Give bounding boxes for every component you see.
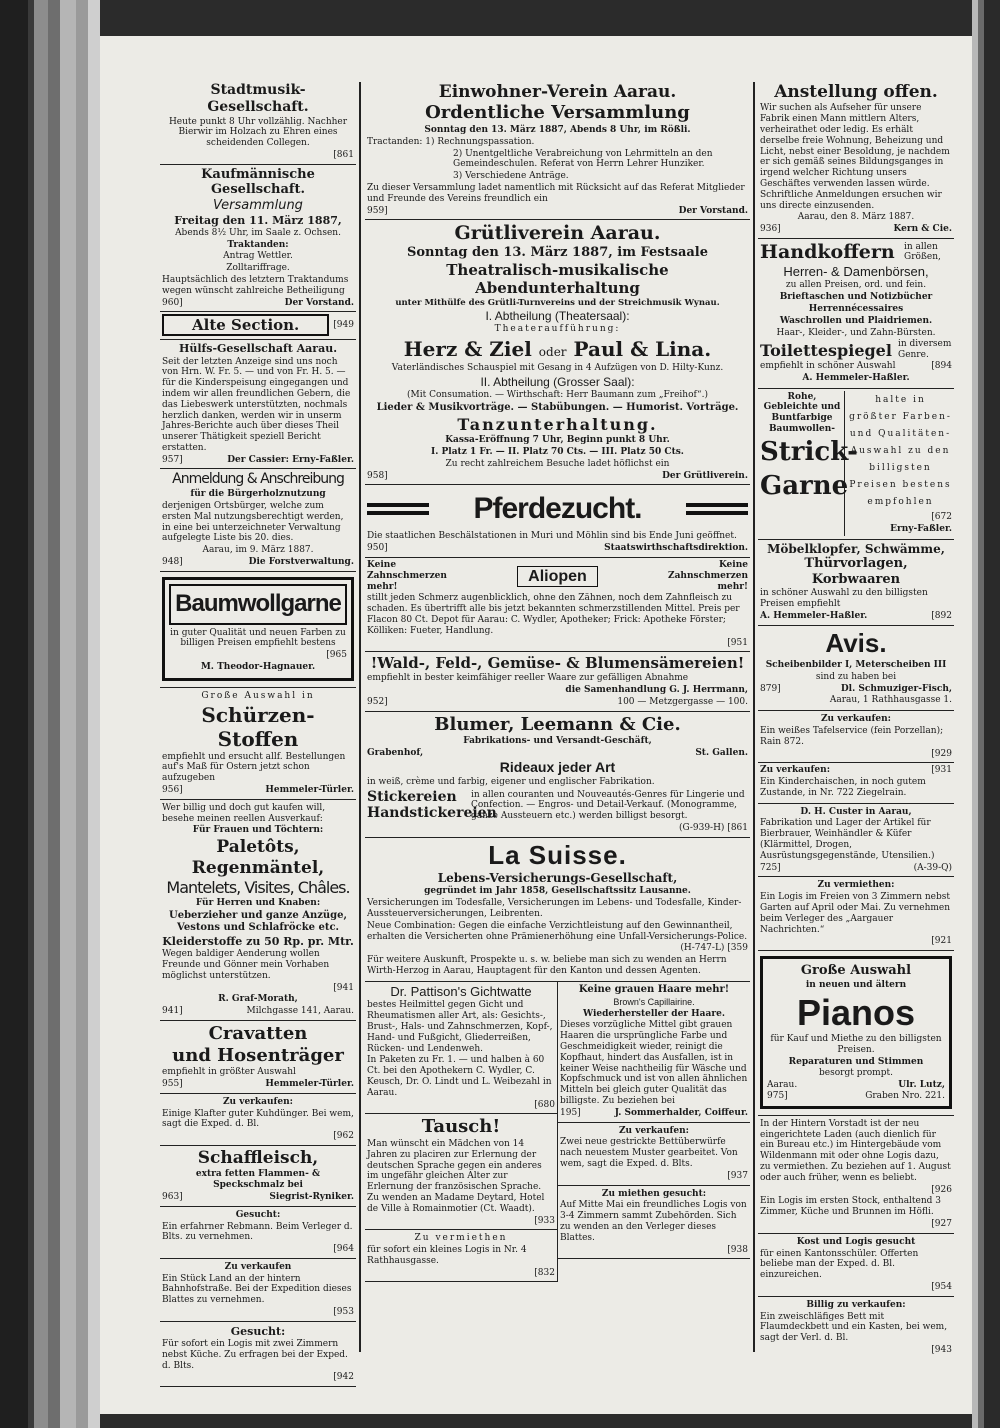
middle-sub-left [365,982,558,1283]
ad-number: [933 [534,1215,555,1226]
column-rule [359,82,361,1352]
ad-signature: A. Hemmeler-Haßler. [802,372,910,383]
scanner-edge-left [0,0,100,1428]
ad-text: sind zu haben bei [815,671,897,682]
ad-heading: Für Frauen und Töchtern: [192,825,324,836]
ad-title: Paletôts, Regenmäntel, [191,837,325,878]
ad-location: Grabenhof, [367,748,424,759]
ad-strickgarne [758,389,954,540]
column-right [758,80,954,1359]
ad-verkaufen-kuhduenger [160,1094,356,1146]
ad-text: Zu dieser Versammlung ladet namentlich mit Rücksicht auf das Referat Mitglieder und Freunde des Vereins freundlich ein [367,182,745,204]
ad-title: Alte Section. [162,314,329,336]
ad-text: empfiehlt in größter Auswahl [162,1067,296,1078]
middle-sub-right [558,982,750,1283]
ad-text: Kassa-Eröffnung 7 Uhr, Beginn punkt 8 Uhr. [445,435,670,446]
ad-number: [937 [727,1170,748,1181]
ad-number: (H-747-L) [359 [680,943,748,954]
ad-text: Fabrikation und Lager der Artikel für Bierbrauer, Weinhändler & Küfer (Klärmittel, Drogen, Ausrüstungsgegenstände, Utensilien.) [760,818,935,861]
ad-title: Pianos [796,991,916,1033]
ad-text: für einen Kantonsschüler. Offerten beliebe man der Exped. d. Bl. einzureichen. [760,1248,919,1281]
ad-label: Traktanden: [227,239,289,250]
ad-laden [758,1116,954,1234]
ad-number: 957] [162,454,183,465]
ad-title: Pferdezucht. [473,492,642,526]
ad-subtitle: Scheibenbilder I, Meterscheiben III [765,659,947,670]
ad-text: Heute punkt 8 Uhr vollzählig. Nachher Bierwir im Holzach zu Ehren eines scheidenden Collegen. [168,116,348,149]
ad-signature: Dl. Schmuziger-Fisch, [840,683,952,694]
ad-title: Gesucht: [235,1209,281,1220]
ad-text: Für weitere Auskunft, Prospekte u. s. w. beliebe man sich zu wenden an Herrn Wirth-Herzog in Aarau, Hauptagent für den Kanton und dessen Agenten. [367,955,727,976]
ad-location: Aarau. [767,1080,798,1091]
ad-title: Einwohner-Verein Aarau. [438,82,677,102]
ad-number: [938 [727,1244,748,1255]
ad-title: Möbelklopfer, Schwämme, [767,541,945,556]
ad-side-text: Keine Zahnschmerzen mehr! [367,560,447,592]
ad-side-text: Keine Zahnschmerzen mehr! [668,560,748,592]
ad-text: in guter Qualität und neuen Farben zu billigen Preisen empfiehlt bestens [170,627,346,649]
ad-text: in allen couranten und Nouveautés-Genres für Lingerie und Confection. — Engros- und Detail-Verkauf. (Monogramme, ganze Aussteuern etc.) werden billigst besorgt. [471,789,745,822]
ad-number: 958] [367,470,388,481]
ad-title: Cravatten [208,1022,308,1044]
ad-signature: Ulr. Lutz, [898,1080,945,1091]
ad-text: Die staatlichen Beschälstationen in Muri und Möhlin sind bis Ende Juni geöffnet. [367,531,737,542]
ad-title: Blumer, Leemann & Cie. [434,713,681,735]
ad-signature: A. Hemmeler-Haßler. [760,610,868,621]
scanner-edge-right [972,0,1000,1428]
ad-title: Korbwaaren [811,571,901,587]
ad-moebelklopfer [758,540,954,626]
ad-text: Ein Stück Land an der hintern Bahnhofstraße. Bei der Expedition dieses Blattes zu vernehmen. [162,1273,352,1306]
ad-alte-section [160,312,356,340]
ad-schaffleisch [160,1146,356,1207]
ad-number: [949 [333,319,354,330]
ad-item: Zolltariffrage. [226,263,290,274]
ad-signature: Hemmeler-Türler. [265,1078,354,1089]
ad-gruetliverein [365,220,750,485]
ad-signature: Die Forstverwaltung. [248,557,354,568]
ad-number: 959] [367,205,388,216]
ad-subtitle: in neuen und ältern [805,979,907,990]
ad-item: Brieftaschen und Notizbücher [779,292,933,303]
ad-number: 936] [760,224,781,235]
ad-text: Lieder & Musikvorträge. — Stabübungen. — Humorist. Vorträge. [376,402,739,414]
ad-text: empfiehlt in schöner Auswahl [760,360,896,371]
ad-title: Baumwollgarne [169,584,347,625]
ad-number: [680 [534,1099,555,1110]
ad-number: [892 [931,610,952,621]
ad-signature: Der Vorstand. [678,205,748,216]
ad-text: Wer billig und doch gut kaufen will, besehe meinen reellen Ausverkauf: [162,802,326,824]
ad-heading: Tanzunterhaltung. [457,415,658,435]
ad-title: Zu vermiethen: [817,880,895,891]
ad-side-text: in allen Größen, [904,241,941,263]
ad-stadtmusik [160,80,356,165]
ad-text: Seit der letzten Anzeige sind uns noch von Hrn. W. Fr. 5. — und von Fr. H. 5. — für die Kinderspeisung eingegangen und indem wir allen freundlichen Gebern, die das Liebeswerk unterstützten, nochmals herzlich danken, werden wir in unserm Jahres-Berichte auch über dieses Theil unserer Thätigkeit speziell Bericht erstatten. [162,356,351,453]
ad-text: Man wünscht ein Mädchen von 14 Jahren zu placiren zur Erlernung der deutschen Sprache gegen ein anderes im ungefähr gleichen Alter zur Erlernung der französischen Sprache. Zu wenden an Madame Deytard, Hotel de Ville à Romainmotier (Ct. Waadt). [367,1138,545,1214]
ad-number: [954 [931,1281,952,1292]
ad-text: stillt jeden Schmerz augenblicklich, ohne den Zähnen, noch dem Zahnfleisch zu schaden. Es übertrifft alle bis jetzt bekannten schmerzstillenden Mittel. Preis per Flacon 80 Ct. Depot für Aarau: C. Wydler, Apotheker; Frick: Apotheke Förster; Kölliken: Fueter, Handlung. [367,593,740,636]
ad-pretitle: Große Auswahl in [201,690,315,701]
ad-text: gegründet im Jahr 1858, Gesellschaftssitz Lausanne. [424,886,691,897]
ad-subtitle: Wiederhersteller der Haare. [583,1008,725,1019]
ad-text: Ein weißes Tafelservice (fein Porzellan); Rain 872. [760,725,944,747]
ad-number: [926 [931,1184,952,1195]
ad-item: 2) Unentgeltliche Verabreichung von Lehrmitteln an den Gemeindeschulen. Referat von Herrn Lehrer Hunziker. [453,148,713,170]
ad-subtitle: Theatralisch-musikalische Abendunterhaltung [446,260,669,297]
ad-text: Hauptsächlich des letztern Traktandums wegen wünscht zahlreiche Betheiligung [162,274,349,296]
ad-subtitle: für die Bürgerholznutzung [190,489,326,500]
ad-text: In Paketen zu Fr. 1. — und halben à 60 Ct. bei den Apothekern C. Wydler, C. Keusch, Dr. O. Lindt und L. Weibezahl in Aarau. [367,1055,552,1098]
ad-title: Zu miethen gesucht: [601,1188,707,1199]
ad-item: 3) Verschiedene Anträge. [453,171,569,182]
ad-saemereien [365,652,750,711]
ad-date: Freitag den 11. März 1887, [174,213,342,227]
ad-number: [832 [534,1267,555,1278]
ad-tafelservice [758,711,954,763]
ad-heading: Stickereien [367,788,457,805]
ad-subtitle: Herren- & Damenbörsen, [783,263,929,279]
ad-title: Zu verkaufen: [222,1096,294,1107]
ad-text: Wegen baldiger Aenderung wollen Freunde und Gönner mein Vorhaben möglichst unterstützen. [162,949,330,981]
ad-baumwollgarne [160,572,356,688]
ad-subtitle: Versammlung [213,197,303,213]
ad-signature: R. Graf-Morath, [218,994,298,1005]
ad-gesucht-rebmann [160,1207,356,1259]
ad-signature: Staatswirthschaftsdirektion. [604,543,748,554]
ad-number: 975] [767,1091,788,1102]
ad-address: Aarau, 1 Rathhausgasse 1. [829,695,952,706]
ad-pattison [365,982,557,1115]
ad-number: [941 [333,982,354,993]
ad-number: [943 [931,1344,952,1355]
ad-text: bestes Heilmittel gegen Gicht und Rheumatismen aller Art, als: Gesichts-, Brust-, Hals- und Zahnschmerzen, Kopf-, Hand- und Fußgicht, Gliederreißen, Rücken- und Lendenweh. [367,1000,553,1054]
ad-title: D. H. Custer in Aarau, [800,806,912,817]
ad-title: Stadtmusik-Gesellschaft. [207,82,309,115]
ad-title: Dr. Pattison's Gichtwatte [390,983,532,999]
ad-number: 879] [760,683,781,694]
ad-tausch [365,1114,557,1230]
ad-number: [921 [931,936,952,947]
ad-la-suisse [365,838,750,982]
ad-verkaufen-land [160,1259,356,1322]
ad-number: 195] [560,1107,581,1118]
ad-date: Sonntag den 13. März 1887, im Festsaale [407,245,708,261]
ad-kaufmaennische [160,165,356,313]
ad-title: Billig zu verkaufen: [806,1299,906,1310]
play-title-b: Paul & Lina. [573,337,712,362]
ad-title: Thürvorlagen, [804,556,908,572]
ad-title: Schürzen-Stoffen [201,702,315,751]
ad-miethen-gesucht [558,1186,750,1260]
ad-signature: J. Sommerhalder, Coiffeur. [614,1107,748,1118]
ad-title: Zu verkaufen: [760,765,831,776]
ad-play-title [367,337,748,361]
middle-split-row [365,982,750,1283]
ad-text: Ein Logis im ersten Stock, enthaltend 3 Zimmer, Küche und Brunnen im Höfli. [760,1196,942,1218]
ad-title: Strick- [760,436,858,467]
ad-title: Handkoffern [760,240,895,263]
ad-schuerzen [160,688,356,800]
ad-text: besorgt prompt. [819,1068,893,1079]
ad-title: Keine grauen Haare mehr! [578,983,730,995]
ad-title: Anmeldung & Anschreibung [172,471,344,488]
ad-number: [894 [931,360,952,371]
ad-side-text: Rohe, Gebleichte und Buntfarbige Baumwollen- [763,391,841,434]
ad-number: [965 [326,650,347,661]
ad-title: Hülfs-Gesellschaft Aarau. [178,342,338,356]
ad-side-text: in diversem Genre. [898,339,952,361]
ad-number: [929 [931,748,952,759]
ad-signature: Siegrist-Ryniker. [269,1191,354,1202]
column-left [160,80,356,1387]
ad-number: 960] [162,297,183,308]
ad-number: 963] [162,1191,183,1202]
ad-pretitle: Große Auswahl [800,963,912,979]
ad-brown-capillairine [558,982,750,1123]
ad-address: Graben Nro. 221. [865,1091,945,1102]
ad-heading: Für Herren und Knaben: [195,898,321,909]
ad-title: Zu verkaufen [224,1261,292,1272]
ad-address: 100 — Metzgergasse — 100. [617,697,748,708]
ad-heading: Theateraufführung: [494,324,621,335]
ad-vermiethen-garten [758,877,954,951]
ad-pferdezucht [365,485,750,558]
ad-blumer-leemann [365,712,750,838]
ad-anmeldung [160,469,356,571]
ad-subtitle: Brown's Capillairine. [613,996,695,1007]
ad-text: für sofort ein kleines Logis in Nr. 4 Rathhausgasse. [367,1245,527,1266]
ad-text: empfiehlt in bester keimfähiger reeller Waare zur gefälligen Abnahme [367,673,689,684]
ad-title: Mantelets, Visites, Châles. [166,878,350,897]
ad-text: Zu recht zahlreichem Besuche ladet höflichst ein [445,458,670,469]
ad-text: zu allen Preisen, ord. und fein. [785,280,927,291]
ad-number: 948] [162,557,183,568]
ad-title: und Hosenträger [172,1044,344,1066]
ad-bettueberwuerfe [558,1123,750,1186]
ad-number: 941] [162,1006,183,1017]
ad-item: Waschrollen und Plaidriemen. [779,315,933,326]
ad-signature: Der Grütliverein. [662,470,748,481]
ad-number: [931 [931,765,952,776]
ad-cravatten [160,1021,356,1094]
ad-title: Kaufmännische Gesellschaft. [201,166,315,198]
ad-heading: II. Abtheilung (Grosser Saal): [480,374,635,389]
ad-address: Milchgasse 141, Aarau. [246,1006,354,1017]
ad-text: in weiß, crème und farbig, eigener und englischer Fabrikation. [367,776,655,787]
ad-avis [758,626,954,711]
ad-date: Aarau, den 8. März 1887. [797,212,915,223]
ad-kost-logis [758,1234,954,1297]
column-middle [365,80,750,1282]
ad-title: Zu vermiethen [414,1233,508,1244]
ad-custer [758,804,954,878]
ad-text: derjenigen Ortsbürger, welche zum ersten Mal nutzungsberechtigt werden, in eine bei unterzeichneter Verwaltung aufgelegte Liste bis 20. dies. [162,501,344,544]
ad-text: Ein erfahrner Rebmann. Beim Verleger d. Blts. zu vernehmen. [162,1221,353,1243]
ad-number: 952] [367,697,388,708]
ad-number: 725] [760,862,781,873]
ad-title: Grütliverein Aarau. [454,222,661,245]
ad-subtitle: Lebens-Versicherungs-Gesellschaft, [437,871,678,885]
ad-vermiethen-logis [365,1230,557,1282]
ad-signature: Hemmeler-Türler. [265,785,354,796]
ad-location: St. Gallen. [695,748,748,759]
ad-heading: Reparaturen und Stimmen [788,1056,924,1067]
ad-ausverkauf [160,800,356,1021]
ad-billig-bett [758,1297,954,1359]
ad-number: [927 [931,1218,952,1229]
ad-text: Für sofort ein Logis mit zwei Zimmern nebst Küche. Zu erfragen bei der Exped. d. Blts. [162,1339,348,1371]
ad-time: Abends 8½ Uhr, im Saale z. Ochsen. [175,227,341,238]
ad-number: (G-939-H) [861 [678,823,748,834]
ad-signature: M. Theodor-Hagnauer. [200,662,316,673]
ad-title: Gesucht: [230,1324,286,1338]
ad-huelfs [160,340,356,469]
ad-text: für Kauf und Miethe zu den billigsten Preisen. [770,1034,942,1055]
ad-heading: Handstickereien [367,805,497,822]
ad-date: Aarau, im 9. März 1887. [202,545,314,556]
ad-signature: Erny-Faßler. [890,523,952,534]
ad-title: Kost und Logis gesucht [796,1236,916,1247]
ad-gesucht-logis [160,1322,356,1387]
ad-text: In der Hintern Vorstadt ist der neu eingerichtete Laden (auch dienlich für ein Bureau etc.) im Hintergebäude vom Wildenmann mit oder ohne Logis dazu, zu vermiethen. Zu beziehen auf 1. August oder auch früher, wenn es beliebt. [760,1118,951,1183]
ad-text: Ein Kinderchaischen, in noch gutem Zustande, in Nr. 722 Ziegelrain. [760,777,926,798]
play-or: oder [538,345,567,360]
ad-title: Zu verkaufen: [618,1125,690,1136]
ad-item: Antrag Wettler. [223,251,293,262]
ad-number: 956] [162,785,183,796]
ad-text: Neue Combination: Gegen die einfache Verzichtleistung auf den Gewinnantheil, erhalten die Versicherten ohne Prämienerhöhung eine Unfall-Versicherungs-Police. [367,920,748,942]
ad-text: Dieses vorzügliche Mittel gibt grauen Haaren die ursprüngliche Farbe und Geschmeidigkeit wieder, reinigt die Kopfhaut, hindert das Ausfallen, ist in keiner Weise nachtheilig für Wäsche und Kopfschmuck und ist von allen ähnlichen Mitteln bei gleich guter Qualität das billigste. Zu beziehen bei [560,1020,748,1106]
ad-subtitle: extra fetten Flammen- & Speckschmalz bei [195,1169,321,1191]
ad-text: Wir suchen als Aufseher für unsere Fabrik einen Mann mittlern Alters, verheirathet oder ledig. Es erhält derselbe freie Wohnung, Beheizung und Licht, nebst einer Besoldung, je nachdem er sich gemäß seines Bildungsganges in irgend welcher Richtung unsers Geschäftes verwenden lassen würde. Schriftliche Anmeldungen ersuchen wir uns directe einzusenden. [760,103,950,211]
ad-number: [672 [931,512,952,523]
ad-subtitle: Ordentliche Versammlung [425,102,690,124]
ad-text: halte in größter Farben- und Qualitäten-Auswahl zu den billigsten Preisen bestens empfohlen [849,394,952,508]
ad-einwohner-verein [365,80,750,220]
play-title-a: Herz & Ziel [403,337,532,362]
ad-number: 955] [162,1078,183,1089]
ad-item: Haar-, Kleider-, und Zahn-Bürsten. [776,327,936,338]
ad-heading: Kleiderstoffe zu 50 Rp. pr. Mtr. [162,934,354,948]
ad-signature: Der Cassier: Erny-Faßler. [227,454,354,465]
ad-heading: Rideaux jeder Art [499,759,616,776]
ad-text: Vaterländisches Schauspiel mit Gesang in 4 Aufzügen von D. Hilty-Kunz. [391,363,724,374]
ad-title: Aliopen [517,566,598,587]
ad-heading: I. Abtheilung (Theatersaal): [485,308,630,323]
ad-title: La Suisse. [488,839,627,870]
ad-subtitle: Fabrikations- und Versandt-Geschäft, [463,736,652,747]
ad-title: Zu verkaufen: [820,714,892,725]
ad-number: [861 [333,149,354,160]
ad-text: Zwei neue gestrickte Bettüberwürfe nach neuestem Muster gearbeitet. Von wem, sagt die Exped. d. Blts. [560,1137,738,1169]
ad-title: !Wald-, Feld-, Gemüse- & Blumensämereien! [370,654,745,673]
ad-title: Garne [760,470,849,501]
ad-handkoffern [758,239,954,389]
ad-text: Ein zweischläfiges Bett mit Flaumdeckbett und ein Kasten, bei wem, sagt der Verl. d. Bl. [760,1311,948,1344]
ad-item: Tractanden: 1) Rechnungspassation. [367,136,535,147]
ad-title: Tausch! [421,1116,501,1138]
ad-title: Anstellung offen. [774,82,938,102]
ad-text: empfiehlt und ersucht allf. Bestellungen auf's Maß für Ostern jetzt schon aufzugeben [162,751,346,784]
ad-number: [951 [727,637,748,648]
ad-date: Sonntag den 13. März 1887, Abends 8 Uhr, im Rößli. [424,124,691,135]
ad-signature: Kern & Cie. [893,224,952,235]
ad-title: Avis. [825,627,887,658]
ad-text: Ein Logis im Freien von 3 Zimmern nebst Garten auf April oder Mai. Zu vernehmen beim Verleger des „Aargauer Nachrichten.“ [760,892,951,935]
ad-signature: Der Vorstand. [284,297,354,308]
ad-aliopen [365,558,750,652]
ad-pianos [758,951,954,1116]
ad-number: 950] [367,543,388,554]
ad-text: Versicherungen im Todesfalle, Versicherungen im Lebens- und Todesfalle, Kinder-Aussteuerversicherungen, Leibrenten. [367,898,742,919]
ad-number: [962 [333,1131,354,1142]
ad-number: [953 [333,1307,354,1318]
ad-text: (Mit Consumation. — Wirthschaft: Herr Baumann zum „Freihof“.) [407,390,708,401]
ad-signature: die Samenhandlung G. J. Herrmann, [565,685,748,696]
ad-number: [964 [333,1244,354,1255]
ad-prices: I. Platz 1 Fr. — II. Platz 70 Cts. — III. Platz 50 Cts. [431,447,684,458]
ad-kinderchaischen [758,763,954,803]
ad-number: [942 [333,1372,354,1383]
column-rule [753,82,755,1352]
ad-item: Herrennécessaires [808,303,904,314]
ad-anstellung [758,80,954,239]
ad-title: Schaffleisch, [197,1147,319,1168]
ad-text: Ueberzieher und ganze Anzüge, Vestons und Schlafröcke etc. [168,909,348,933]
ad-text: Einige Klafter guter Kuhdünger. Bei wem, sagt die Exped. d. Bl. [162,1108,354,1130]
ad-text: unter Mithülfe des Grütli-Turnvereins und der Streichmusik Wynau. [395,297,720,308]
ad-text: in schöner Auswahl zu den billigsten Preisen empfiehlt [760,588,928,610]
ad-text: Auf Mitte Mai ein freundliches Logis von 3-4 Zimmern sammt Zubehörden. Sich zu wenden an den Verleger dieses Blattes. [560,1200,747,1243]
ad-heading: Toilettespiegel [760,340,892,360]
ad-code: (A-39-Q) [913,862,952,873]
